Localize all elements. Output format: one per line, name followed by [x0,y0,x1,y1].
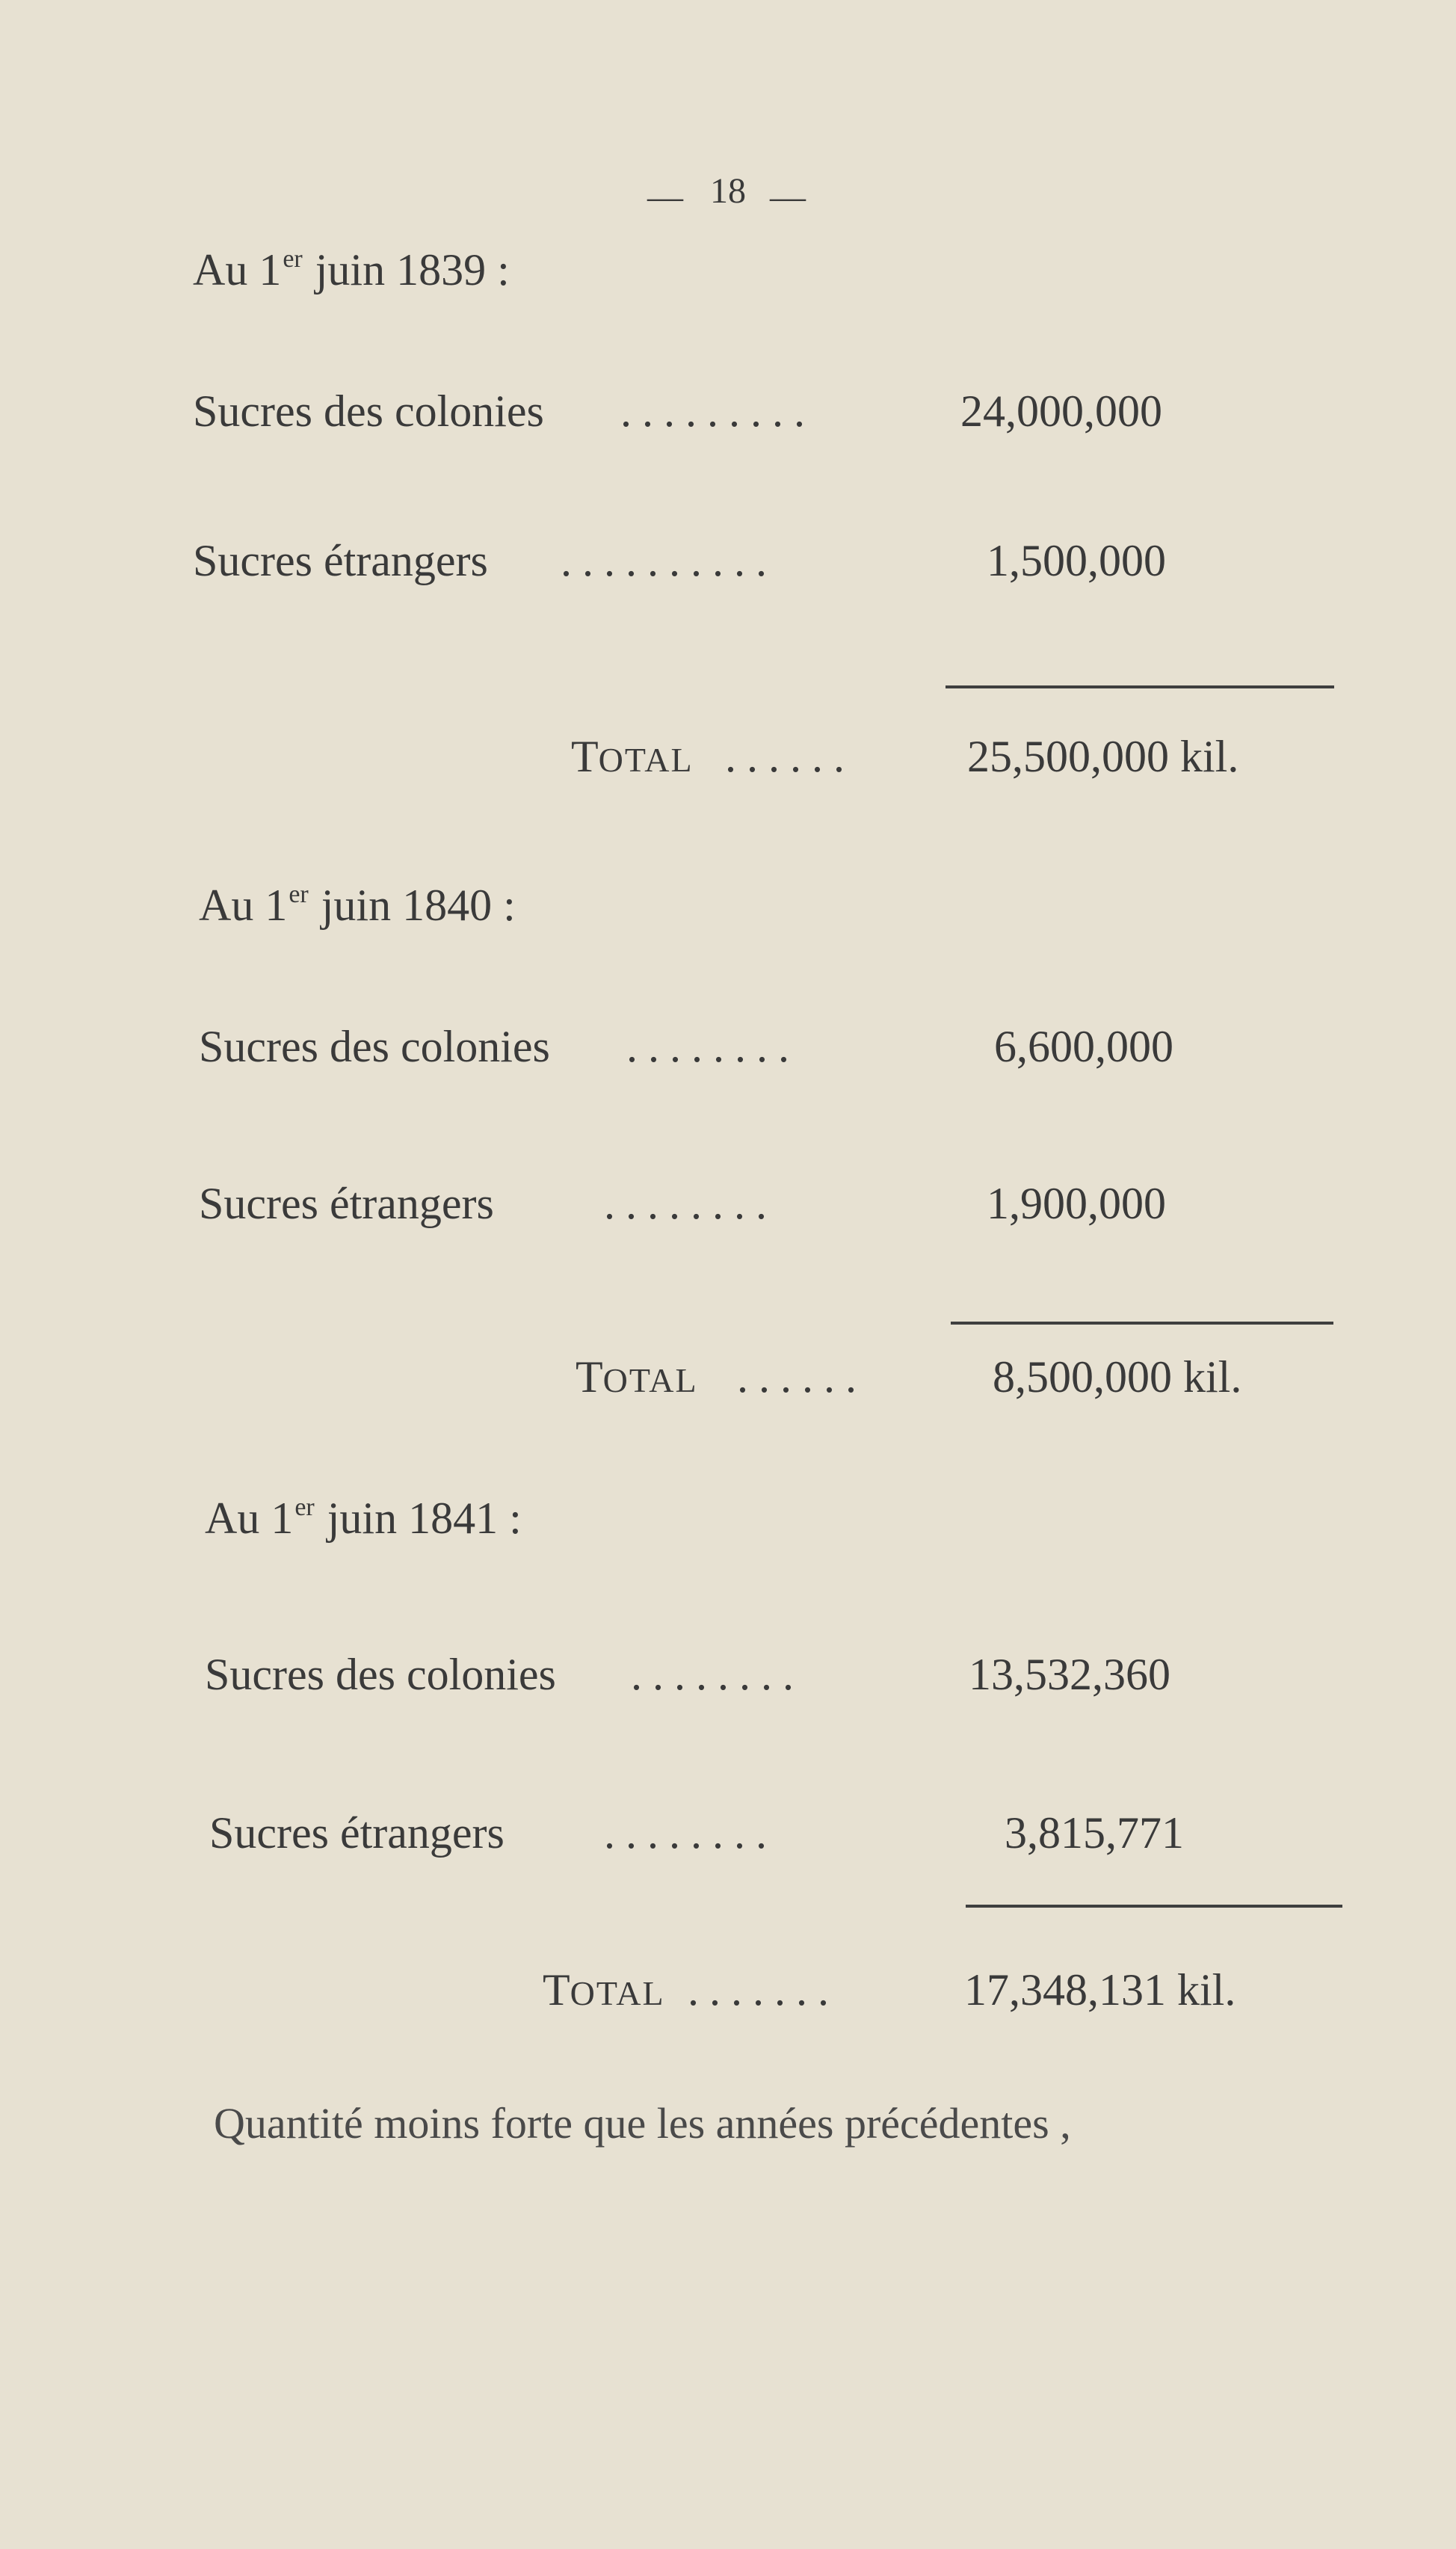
page-number-dash-right: — [770,177,806,217]
total-value: 17,348,131 kil. [964,1965,1236,2015]
total-rule [946,685,1334,688]
row-label: Sucres des colonies [193,386,544,436]
row-dots: ......... [620,386,815,436]
total-value: 25,500,000 kil. [967,732,1239,781]
total-dots: ....... [688,1965,839,2015]
section-1840-heading: Au 1er juin 1840 : [199,881,516,930]
closing-paragraph: Quantité moins forte que les années précédentes , [214,2099,1071,2148]
total-label: TOTAL [576,1352,698,1402]
total-label: TOTAL [571,732,694,781]
section-1839-heading: Au 1er juin 1839 : [193,245,510,295]
row-dots: .......... [561,536,777,585]
total-dots: ...... [737,1352,867,1402]
page-number: 18 [710,171,746,211]
row-value: 13,532,360 [969,1650,1170,1699]
row-dots: ........ [631,1650,804,1699]
row-value: 1,500,000 [987,536,1166,585]
page-number-dash-left: — [647,177,683,217]
row-label: Sucres des colonies [199,1022,550,1071]
section-1841-heading: Au 1er juin 1841 : [205,1494,522,1543]
total-rule [966,1905,1342,1908]
row-value: 3,815,771 [1005,1808,1184,1858]
total-value: 8,500,000 kil. [993,1352,1242,1402]
row-value: 24,000,000 [960,386,1162,436]
row-dots: ........ [626,1022,800,1071]
row-value: 6,600,000 [994,1022,1173,1071]
row-label: Sucres étrangers [209,1808,505,1858]
row-label: Sucres des colonies [205,1650,556,1699]
total-label: TOTAL [543,1965,665,2015]
row-dots: ........ [604,1179,777,1228]
row-value: 1,900,000 [987,1179,1166,1228]
total-dots: ...... [725,732,855,781]
total-rule [951,1322,1333,1325]
row-dots: ........ [604,1808,777,1858]
row-label: Sucres étrangers [193,536,488,585]
row-label: Sucres étrangers [199,1179,494,1228]
